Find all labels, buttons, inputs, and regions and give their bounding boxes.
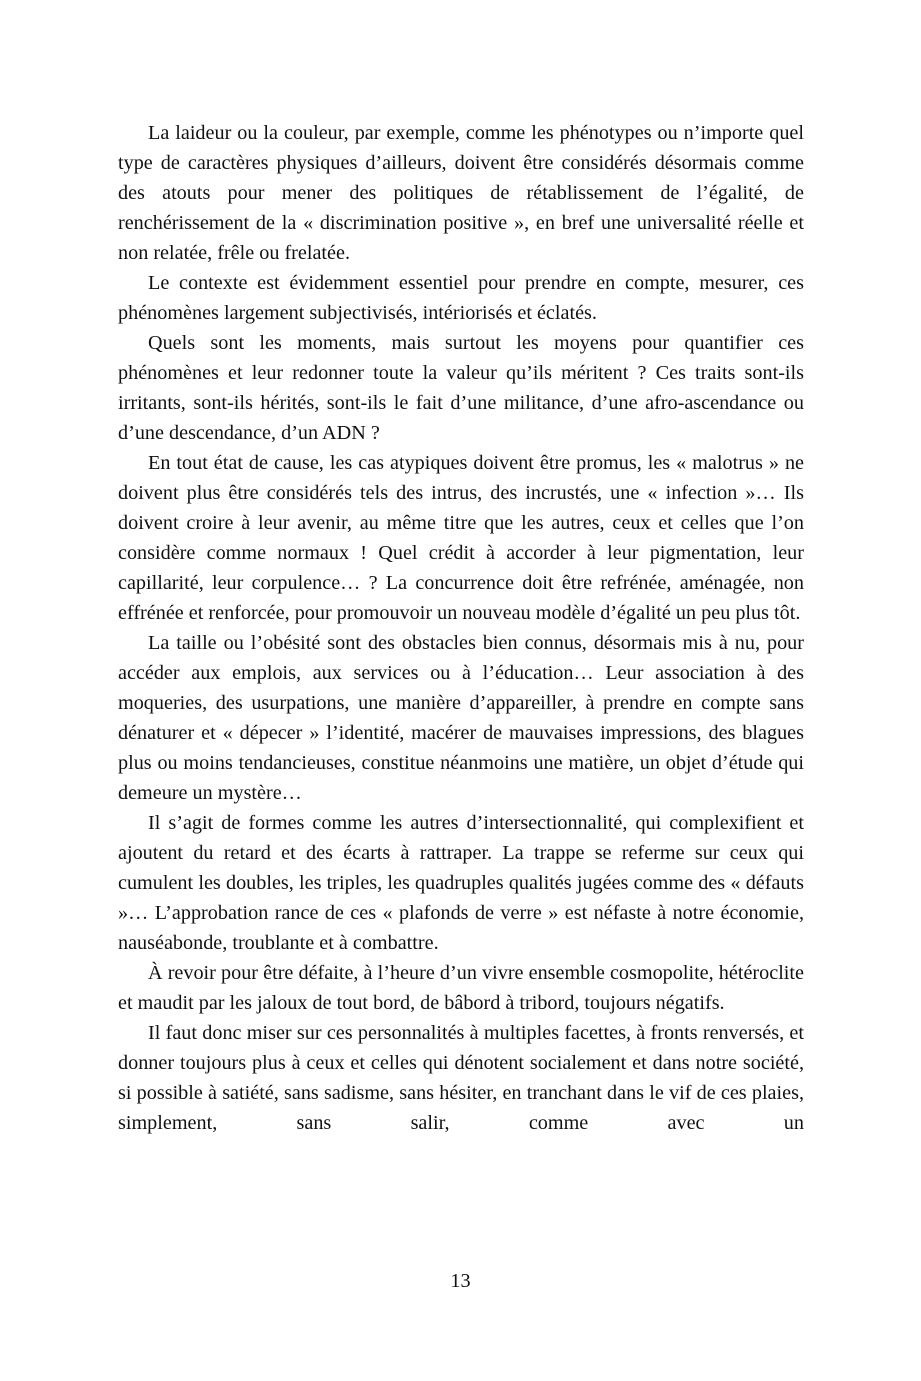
body-text bbox=[118, 118, 804, 1138]
paragraph: La taille ou l’obésité sont des obstacles bien connus, désormais mis à nu, pour accéder aux emplois, aux services ou à l’éducation… Leur association à des moqueries, des usurpations, une manière d’appareiller, à prendre en compte sans dénaturer et « dépecer » l’identité, macérer de mauvaises impressions, des blagues plus ou moins tendancieuses, constitue néanmoins une matière, un objet d’étude qui demeure un mystère… bbox=[118, 632, 804, 804]
paragraph: À revoir pour être défaite, à l’heure d’un vivre ensemble cosmopolite, hétéroclite et maudit par les jaloux de tout bord, de bâbord à tribord, toujours négatifs. bbox=[118, 962, 804, 1014]
paragraph: Quels sont les moments, mais surtout les moyens pour quantifier ces phénomènes et leur redonner toute la valeur qu’ils méritent ? Ces traits sont-ils irritants, sont-ils hérités, sont-ils le fait d’une militance, d’une afro-ascendance ou d’une descendance, d’un ADN ? bbox=[118, 332, 804, 444]
paragraph-last: Il faut donc miser sur ces personnalités à multiples facettes, à fronts renversés, et donner toujours plus à ceux et celles qui dénotent socialement et dans notre société, si possible à satiété, sans sadisme, sans hésiter, en tranchant dans le vif de ces plaies, simplement, sans salir, comme avec un bbox=[118, 1022, 804, 1134]
page-number: 13 bbox=[450, 1270, 471, 1292]
paragraph: Il s’agit de formes comme les autres d’intersectionnalité, qui complexifient et ajoutent du retard et des écarts à rattraper. La trappe se referme sur ceux qui cumulent les doubles, les triples, les quadruples qualités jugées comme des « défauts »… L’approbation rance de ces « plafonds de verre » est néfaste à notre économie, nauséabonde, troublante et à combattre. bbox=[118, 812, 804, 954]
paragraph: La laideur ou la couleur, par exemple, comme les phénotypes ou n’importe quel type de caractères physiques d’ailleurs, doivent être considérés désormais comme des atouts pour mener des politiques de rétablissement de l’égalité, de renchérissement de la « discrimination positive », en bref une universalité réelle et non relatée, frêle ou frelatée. bbox=[118, 122, 804, 264]
paragraph: Le contexte est évidemment essentiel pour prendre en compte, mesurer, ces phénomènes largement subjectivisés, intériorisés et éclatés. bbox=[118, 272, 804, 324]
paragraph: En tout état de cause, les cas atypiques doivent être promus, les « malotrus » ne doivent plus être considérés tels des intrus, des incrustés, une « infection »… Ils doivent croire à leur avenir, au même titre que les autres, ceux et celles que l’on considère comme normaux ! Quel crédit à accorder à leur pigmentation, leur capillarité, leur corpulence… ? La concurrence doit être refrénée, aménagée, non effrénée et renforcée, pour promouvoir un nouveau modèle d’égalité un peu plus tôt. bbox=[118, 452, 804, 624]
